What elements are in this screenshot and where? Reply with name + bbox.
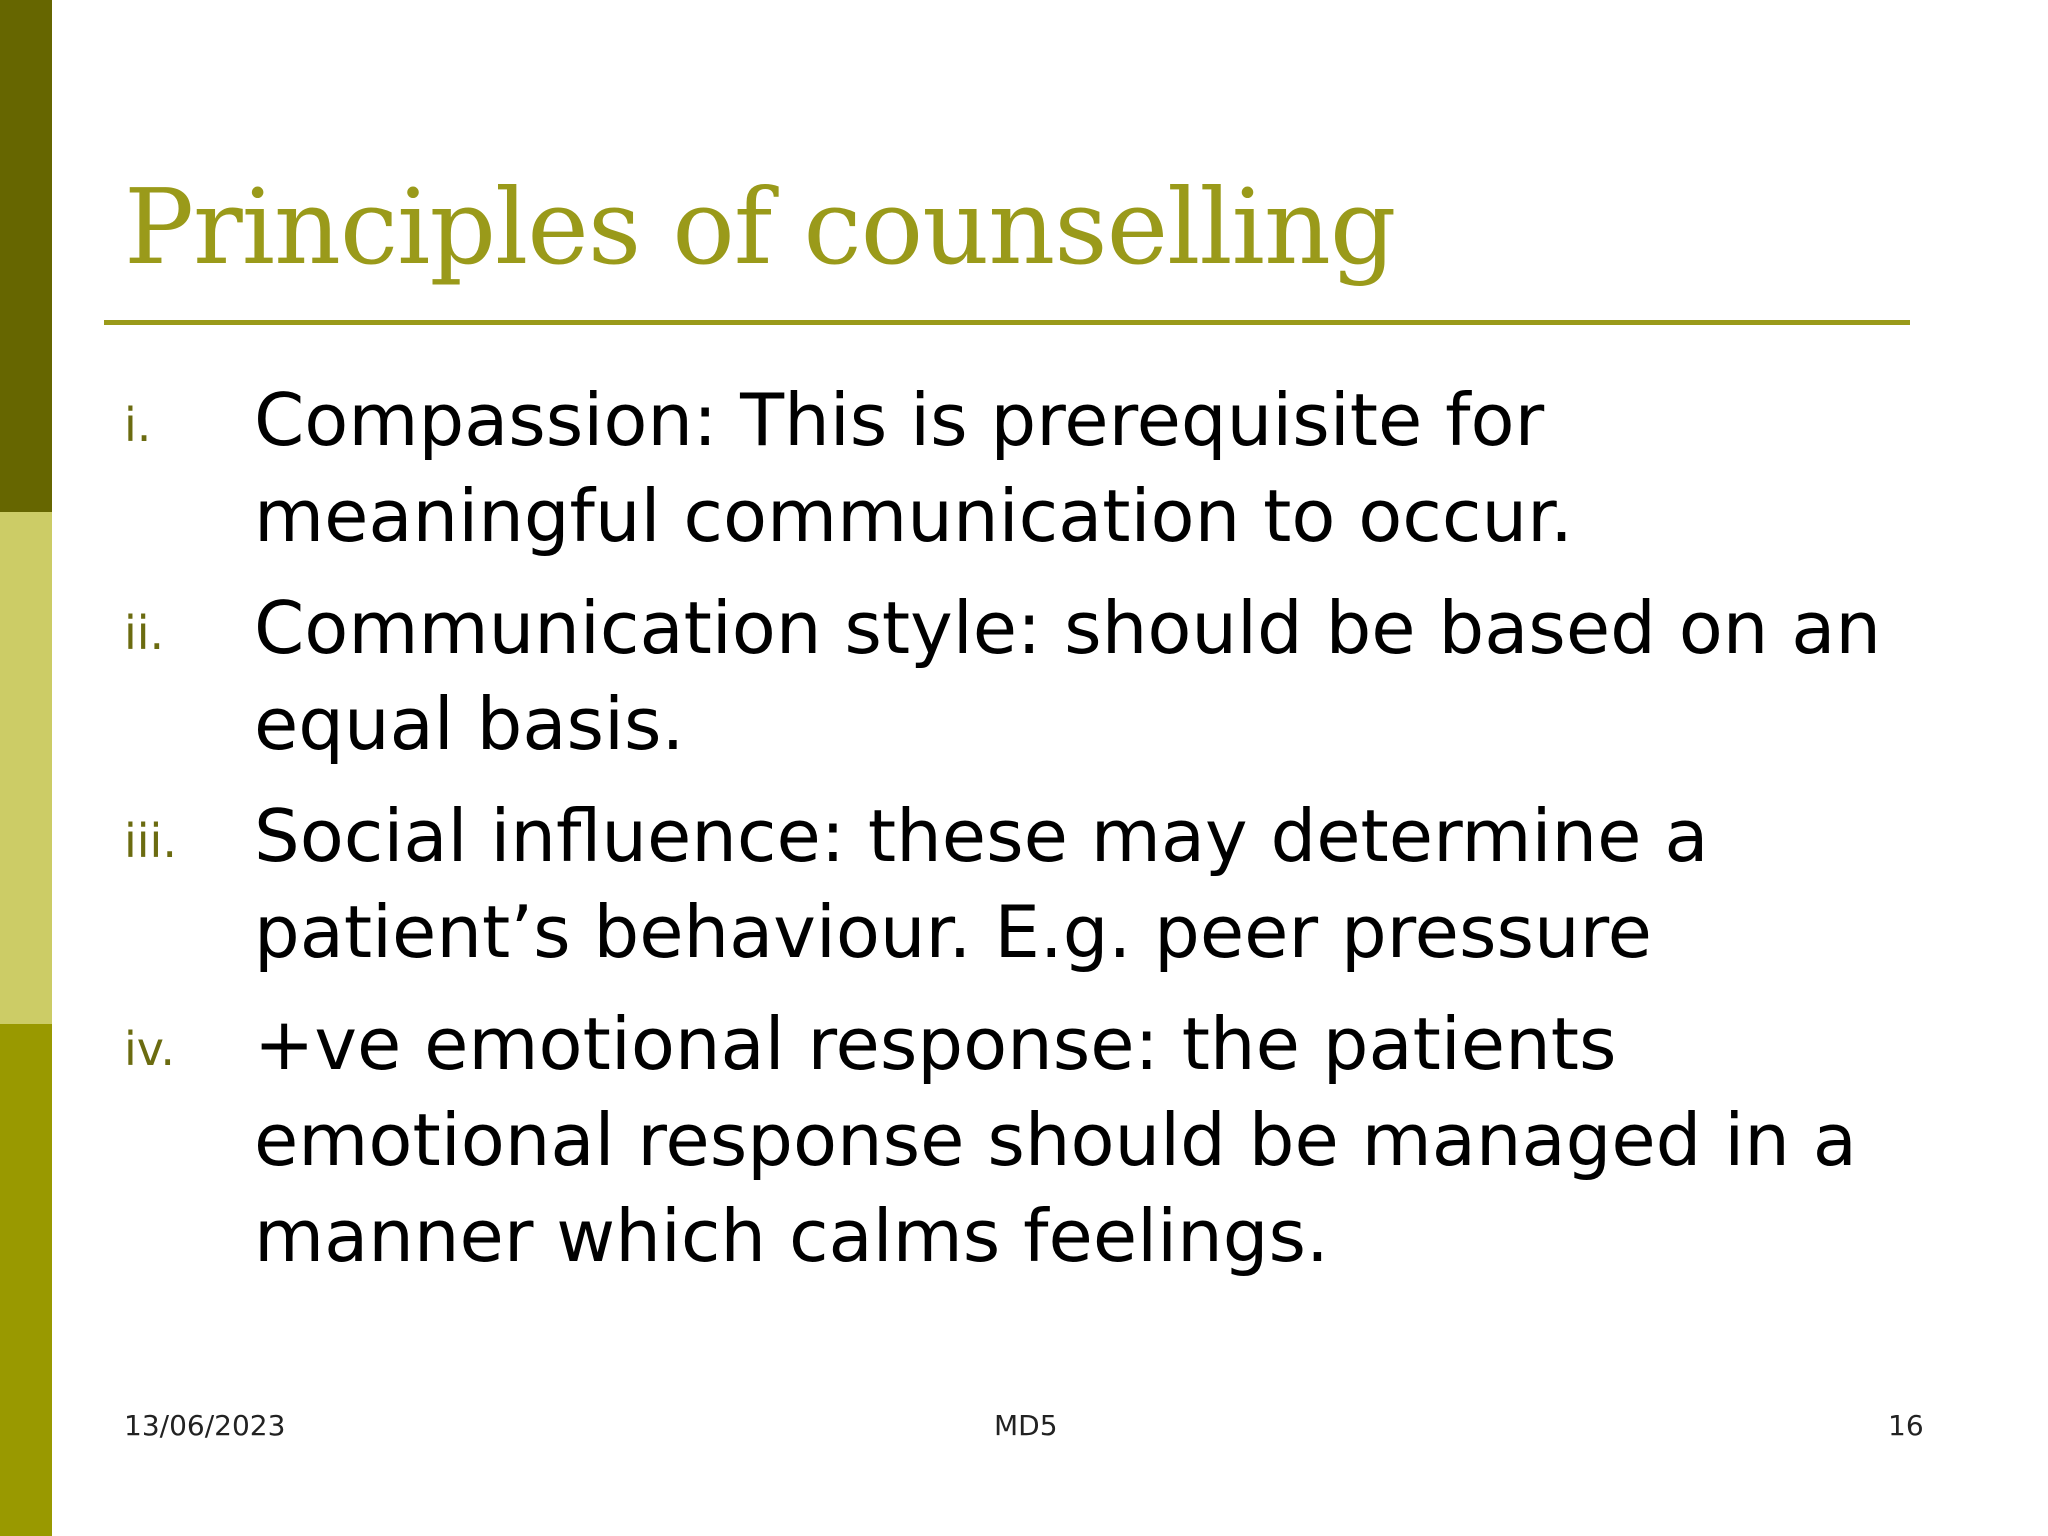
list-item-communication-style [124,580,1944,772]
list-marker: i. [124,398,152,452]
list-marker: iii. [124,814,177,868]
list-item-text: Social influence: these may determine a patient’s behaviour. E.g. peer pressure [254,794,1709,974]
list-item-emotional-response [124,996,1944,1284]
sidebar-segment-olive [0,1024,52,1536]
list-item-social-influence [124,788,1944,980]
slide-number: 16 [1888,1409,1924,1442]
list-item-text: Communication style: should be based on an equal basis. [254,586,1882,766]
list-marker: iv. [124,1022,176,1076]
list-item-compassion [124,372,1944,564]
list-marker: ii. [124,606,165,660]
sidebar-accent-bar [0,0,52,1536]
footer-date: 13/06/2023 [124,1409,286,1442]
footer-label: MD5 [994,1409,1058,1442]
list-item-text: +ve emotional response: the patients emotional response should be managed in a manner which calms feelings. [254,1002,1857,1278]
list-item-text: Compassion: This is prerequisite for meaningful communication to occur. [254,378,1573,558]
sidebar-segment-dark [0,0,52,512]
principles-list [124,372,1944,1300]
slide-title: Principles of counselling [124,166,1396,288]
sidebar-segment-light [0,512,52,1024]
title-underline [104,320,1910,325]
